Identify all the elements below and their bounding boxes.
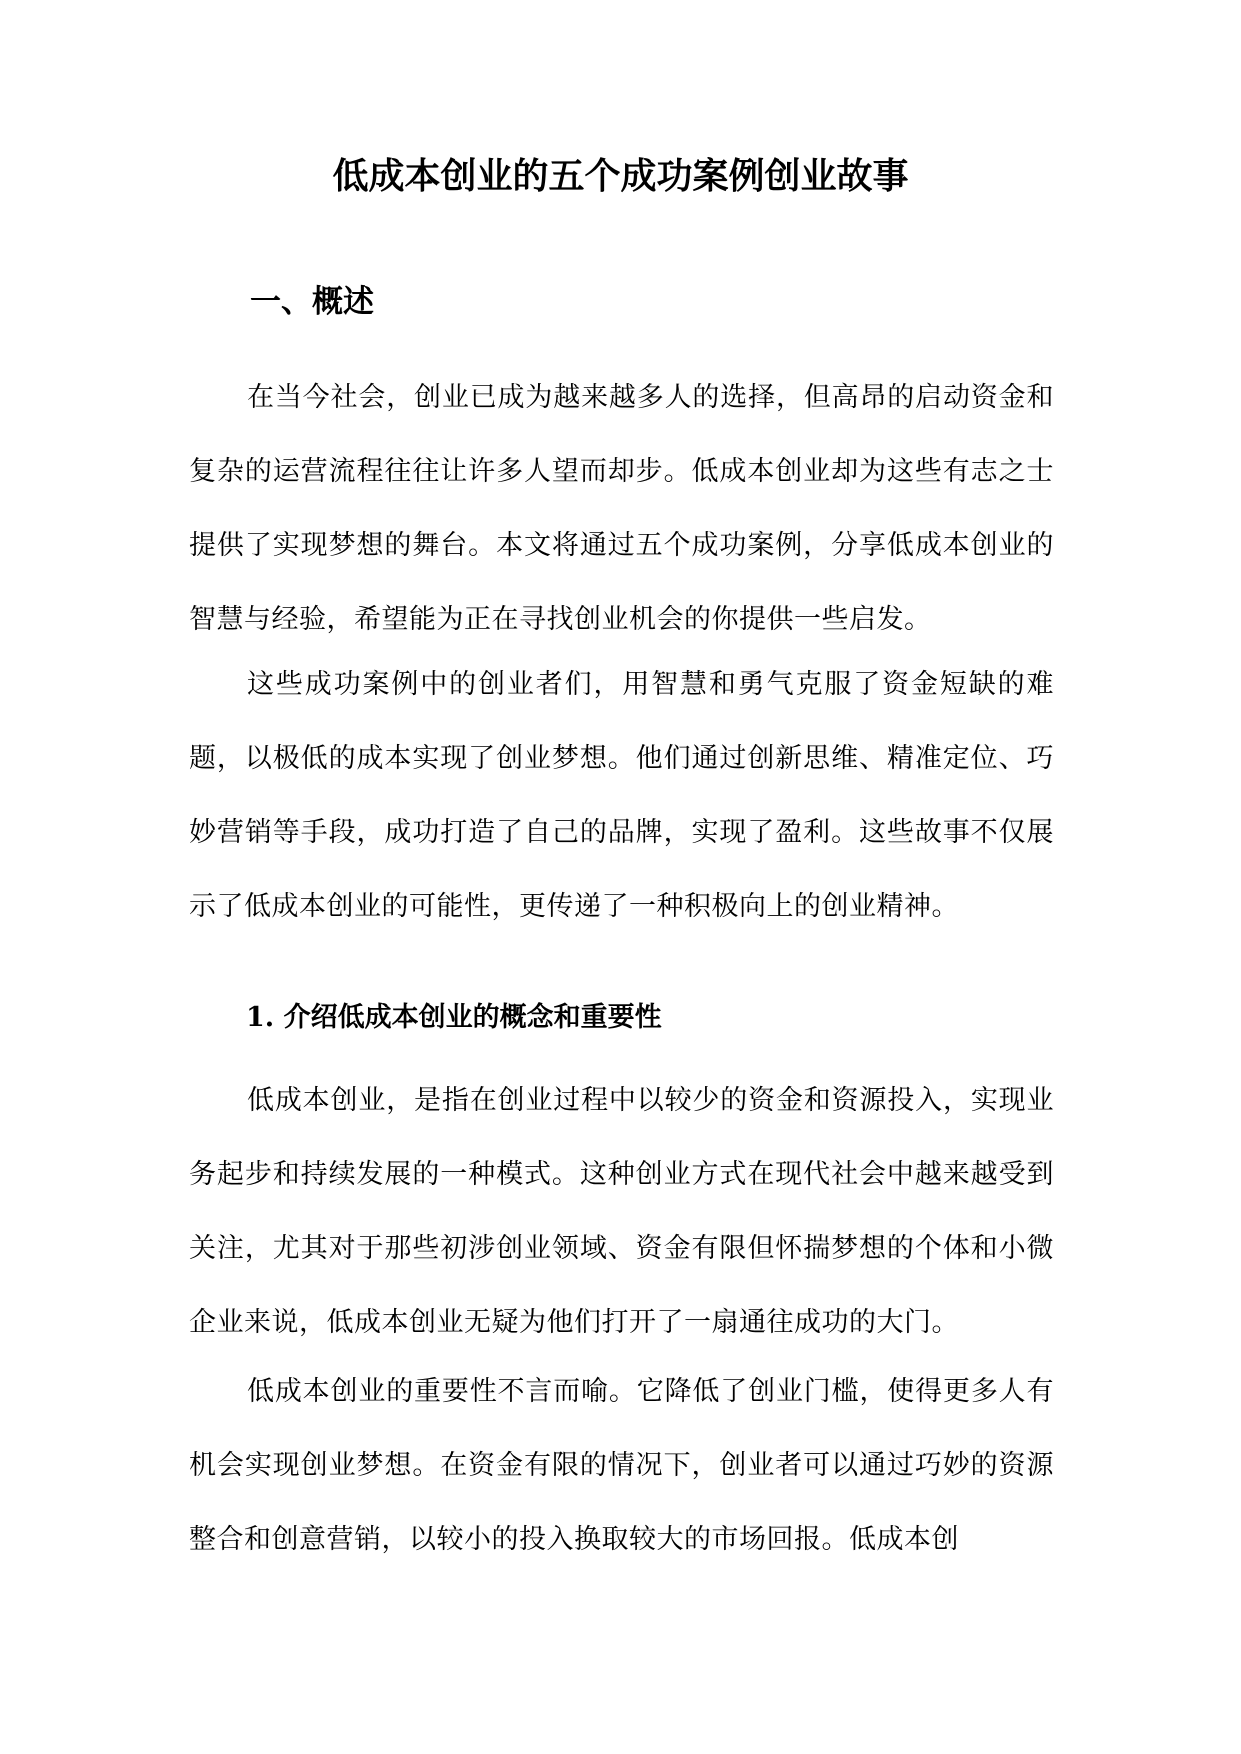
section-heading-overview: 一、概述 (250, 284, 374, 320)
document-title: 低成本创业的五个成功案例创业故事 (332, 155, 909, 197)
paragraph-overview-2: 这些成功案例中的创业者们，用智慧和勇气克服了资金短缺的难题，以极低的成本实现了创业梦想。他们通过创新思维、精准定位、巧妙营销等手段，成功打造了自己的品牌，实现了盈利。这些故事不仅展示了低成本创业的可能性，更传递了一种积极向上的创业精神。 (189, 669, 1054, 922)
paragraph-concept-2: 低成本创业的重要性不言而喻。它降低了创业门槛，使得更多人有机会实现创业梦想。在资金有限的情况下，创业者可以通过巧妙的资源整合和创意营销，以较小的投入换取较大的市场回报。低成本创 (189, 1376, 1054, 1555)
paragraph-overview-1: 在当今社会，创业已成为越来越多人的选择，但高昂的启动资金和复杂的运营流程往往让许多人望而却步。低成本创业却为这些有志之士提供了实现梦想的舞台。本文将通过五个成功案例，分享低成本创业的智慧与经验，希望能为正在寻找创业机会的你提供一些启发。 (189, 382, 1054, 635)
subsection-heading-concept: 1. 介绍低成本创业的概念和重要性 (246, 1002, 662, 1033)
paragraph-concept-1: 低成本创业，是指在创业过程中以较少的资金和资源投入，实现业务起步和持续发展的一种模式。这种创业方式在现代社会中越来越受到关注，尤其对于那些初涉创业领域、资金有限但怀揣梦想的个体和小微企业来说，低成本创业无疑为他们打开了一扇通往成功的大门。 (189, 1085, 1054, 1338)
